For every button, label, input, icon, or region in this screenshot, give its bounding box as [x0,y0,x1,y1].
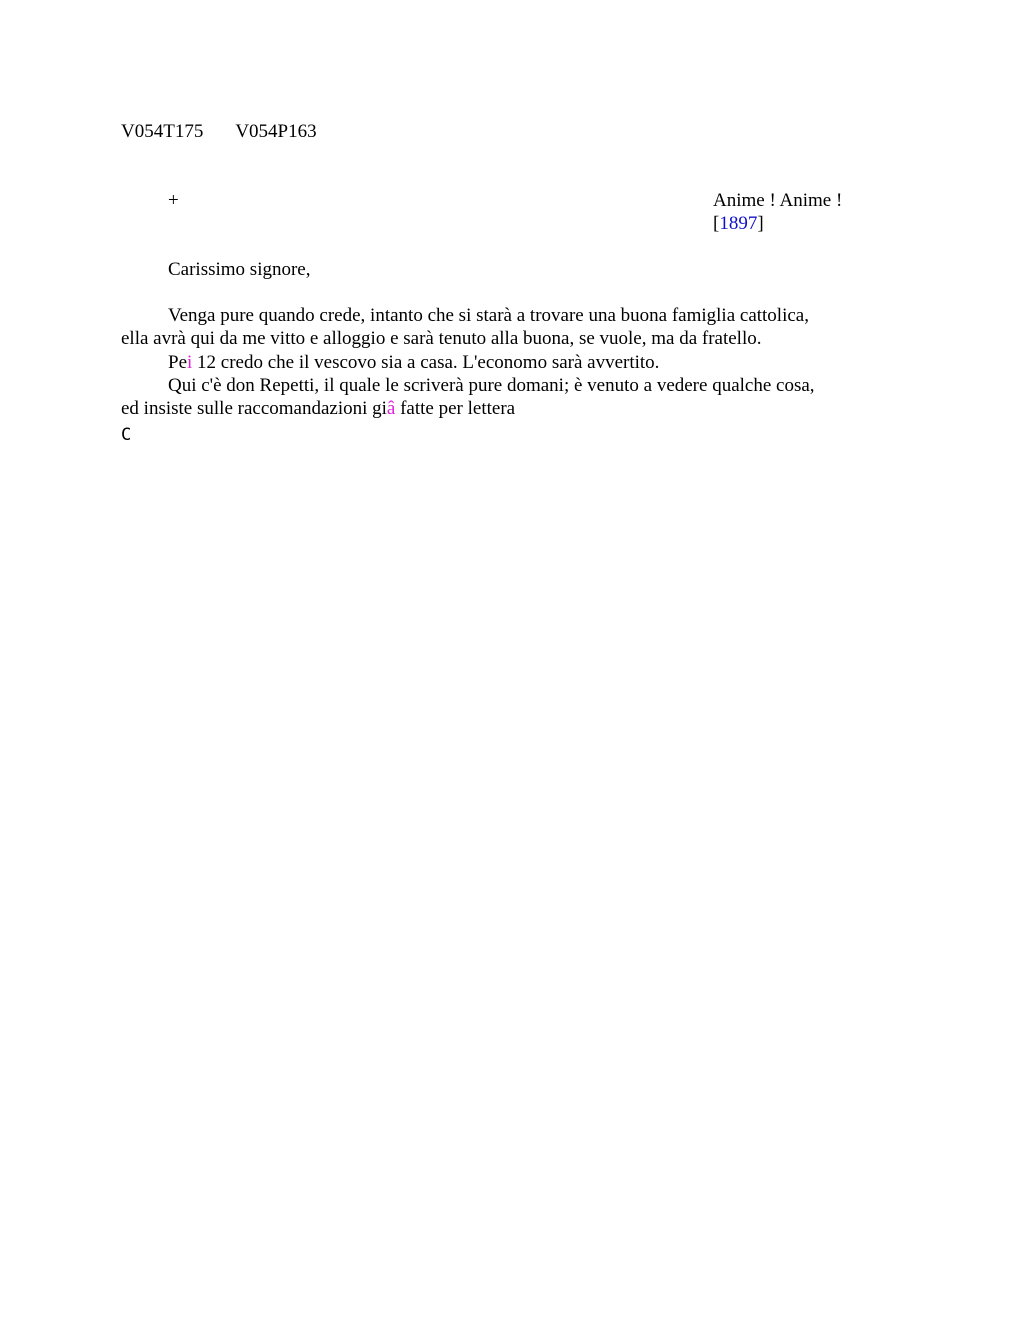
paragraph-3-line-2-start: ed insiste sulle raccomandazioni gi [121,398,387,420]
paragraph-3-line-2-rest: fatte per lettera [395,398,516,420]
paragraph-1 [121,304,861,351]
cross-mark: + [168,190,179,211]
ref-volume-text: V054T175 [121,121,204,142]
reference-codes [121,120,317,143]
ref-volume-page: V054P163 [235,121,317,142]
motto: Anime ! Anime ! [713,190,843,211]
letter-body [121,304,861,420]
paragraph-3-line-2 [121,397,861,420]
letter-page [121,0,861,1326]
closing-mark: C [121,425,132,445]
paragraph-1-line-2: ella avrà qui da me vitto e alloggio e sarà tenuto alla buona, se vuole, ma da fratello. [121,328,762,350]
date-bracket-close: ] [757,213,764,235]
correction-mark: â [386,398,396,420]
letter-header [713,189,842,236]
paragraph-2-start: Pe [168,351,187,373]
paragraph-2 [121,351,861,374]
paragraph-1-line-1: Venga pure quando crede, intanto che si starà a trovare una buona famiglia cattolica, [168,305,809,326]
correction-mark: i [187,351,193,373]
date-bracket-open: [ [713,213,720,235]
salutation: Carissimo signore, [168,259,311,280]
paragraph-2-rest: 12 credo che il vescovo sia a casa. L'economo sarà avvertito. [192,351,660,373]
paragraph-3-line-1: Qui c'è don Repetti, il quale le scriverà pure domani; è venuto a vedere qualche cosa, [168,374,815,396]
letter-date [713,212,842,235]
paragraph-3 [121,374,861,421]
date-year: 1897 [719,213,758,235]
